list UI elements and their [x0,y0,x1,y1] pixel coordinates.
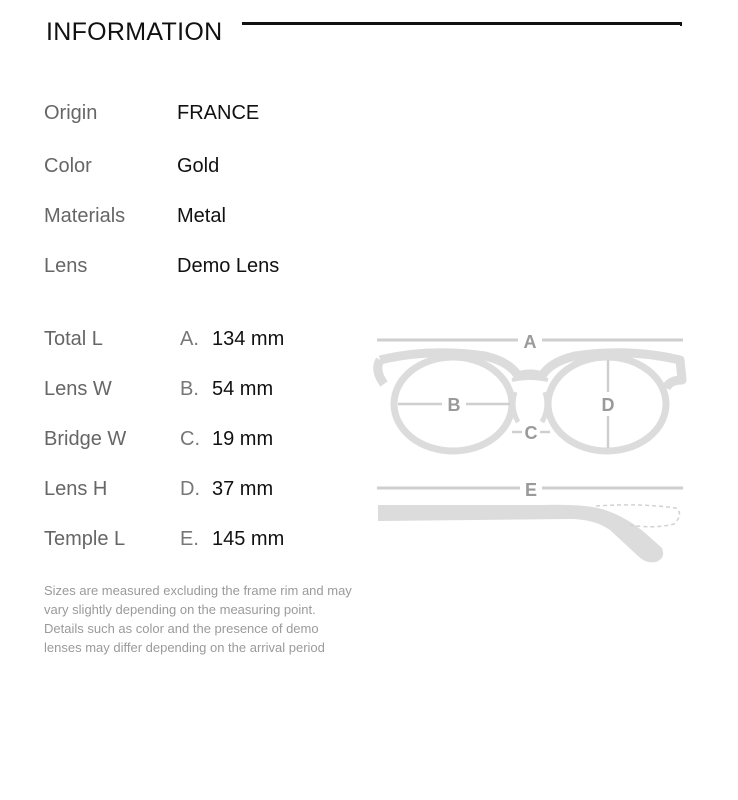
info-row-color [0,155,360,185]
right-nose-pad [542,392,547,422]
measure-label: Temple L [44,528,126,550]
measure-value: 37 mm [212,478,274,500]
measure-letter: E. [180,528,199,550]
guide-label-c: C [524,423,538,443]
frame-top-bar [380,353,682,388]
glasses-size-diagram [370,322,690,572]
guide-label-a: A [523,332,537,352]
guide-label-e: E [524,480,538,500]
measure-label: Total L [44,328,103,350]
measure-letter: A. [180,328,199,350]
measure-row-temple-length [0,528,360,558]
measure-value: 54 mm [212,378,274,400]
measure-row-total-length [0,328,360,358]
measure-label: Lens W [44,378,112,400]
measure-label: Bridge W [44,428,127,450]
measure-value: 145 mm [212,528,285,550]
info-row-materials [0,205,360,235]
guide-label-b: B [447,395,461,415]
measure-row-bridge-width [0,428,360,458]
size-note [44,581,374,657]
measure-value: 19 mm [212,428,274,450]
measure-letter: C. [180,428,200,450]
temple-arm [378,505,663,563]
left-nose-pad [513,392,518,422]
info-value: Metal [177,205,226,227]
measure-label: Lens H [44,478,108,500]
info-label: Origin [44,102,98,124]
info-value: FRANCE [177,102,260,124]
info-label: Materials [44,205,126,227]
info-value: Gold [177,155,220,177]
section-title: INFORMATION [46,18,223,46]
note-line: Sizes are measured excluding the frame rim and may [44,583,352,598]
info-label: Color [44,155,92,177]
measure-letter: D. [180,478,200,500]
info-row-lens [0,255,360,285]
left-end-piece [378,360,384,384]
note-line: vary slightly depending on the measuring point. [44,602,316,617]
bridge [512,378,548,380]
info-label: Lens [44,255,88,277]
info-value: Demo Lens [177,255,280,277]
note-line: lenses may differ depending on the arrival period [44,640,325,655]
measure-value: 134 mm [212,328,285,350]
info-row-origin [0,102,360,132]
note-line: Details such as color and the presence of demo [44,621,319,636]
measure-row-lens-height [0,478,360,508]
measure-letter: B. [180,378,199,400]
measure-row-lens-width [0,378,360,408]
guide-label-d: D [601,395,615,415]
section-header [46,14,686,54]
header-rule [242,22,682,26]
